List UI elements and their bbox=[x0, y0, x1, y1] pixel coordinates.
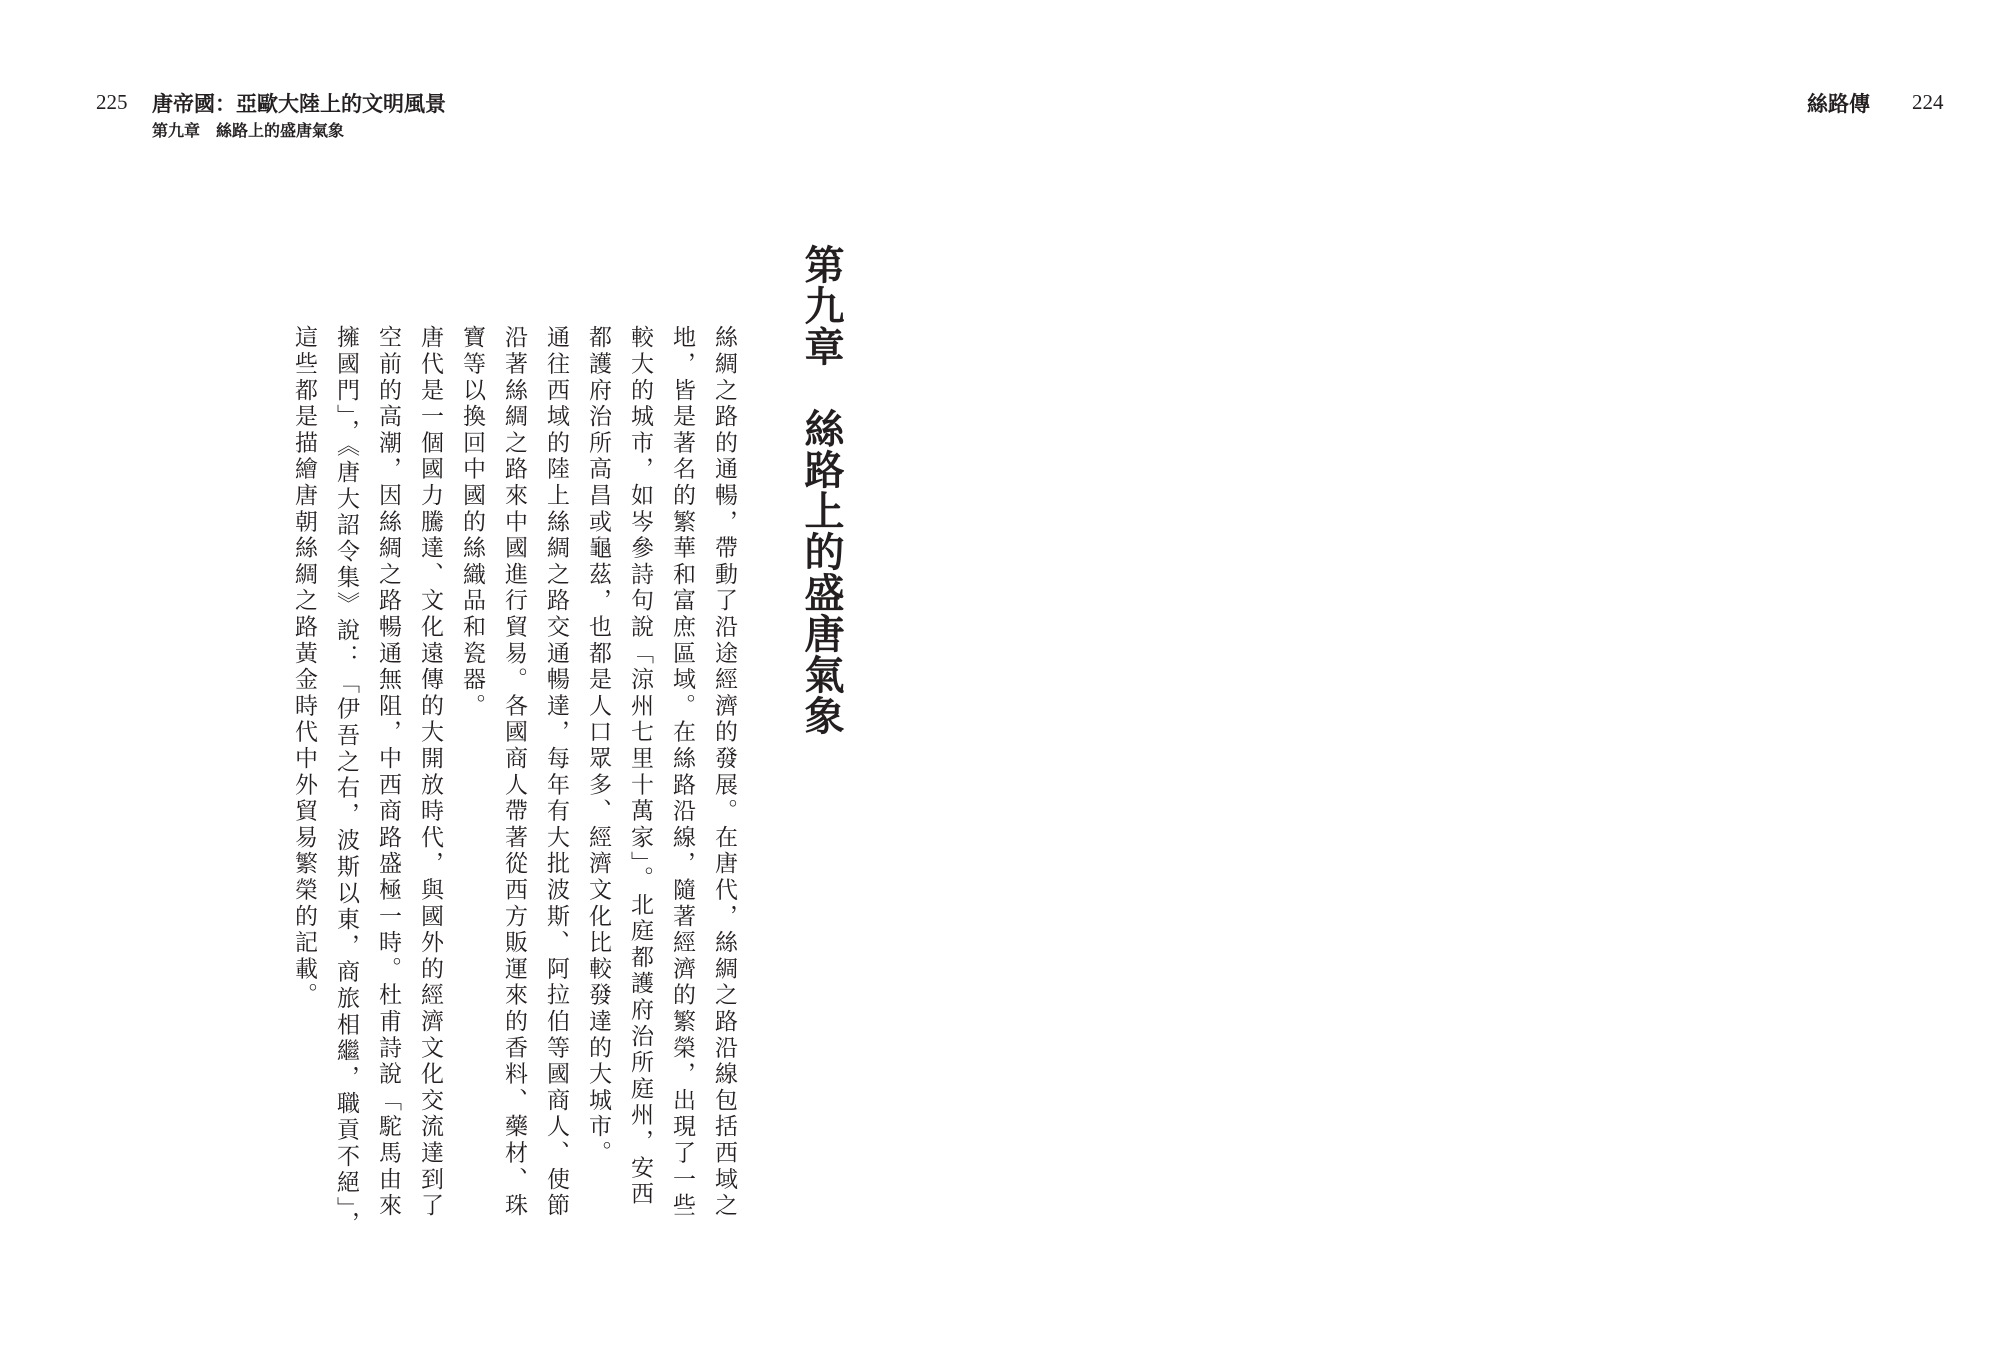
body-line: 地，皆是著名的繁華和富庶區域。在絲路沿線，隨著經濟的繁榮，出現了一些 bbox=[669, 325, 695, 1220]
chapter-subtitle: 第九章 絲路上的盛唐氣象 bbox=[152, 121, 345, 140]
body-line: 通往西域的陸上絲綢之路交通暢達，每年有大批波斯、阿拉伯等國商人、使節 bbox=[543, 325, 569, 1220]
body-line: 較大的城市，如岑參詩句說「涼州七里十萬家」。北庭都護府治所庭州，安西 bbox=[627, 325, 653, 1208]
body-line: 這些都是描繪唐朝絲綢之路黃金時代中外貿易繁榮的記載。 bbox=[291, 325, 317, 1009]
body-line: 絲綢之路的通暢，帶動了沿途經濟的發展。在唐代，絲綢之路沿線包括西域之 bbox=[711, 325, 737, 1220]
body-line: 沿著絲綢之路來中國進行貿易。各國商人帶著從西方販運來的香料、藥材、珠 bbox=[501, 325, 527, 1220]
right-page-number: 224 bbox=[1912, 90, 1944, 114]
body-line: 都護府治所高昌或龜茲，也都是人口眾多、經濟文化比較發達的大城市。 bbox=[585, 325, 611, 1167]
body-line: 擁國門」，《唐大詔令集》說：「伊吾之右，波斯以東，商旅相繼，職貢不絕」， bbox=[333, 325, 359, 1238]
body-line: 唐代是一個國力騰達、文化遠傳的大開放時代，與國外的經濟文化交流達到了 bbox=[417, 325, 443, 1220]
body-line: 寶等以換回中國的絲織品和瓷器。 bbox=[459, 325, 485, 720]
right-running-title: 絲路傳 bbox=[1807, 92, 1870, 116]
body-line: 空前的高潮，因絲綢之路暢通無阻，中西商路盛極一時。杜甫詩說「駝馬由來 bbox=[375, 325, 401, 1220]
chapter-number: 第九章 bbox=[798, 244, 845, 367]
book-title: 唐帝國：亞歐大陸上的文明風景 bbox=[152, 92, 446, 116]
chapter-name: 絲路上的盛唐氣象 bbox=[798, 408, 845, 736]
left-page-number: 225 bbox=[96, 90, 128, 114]
